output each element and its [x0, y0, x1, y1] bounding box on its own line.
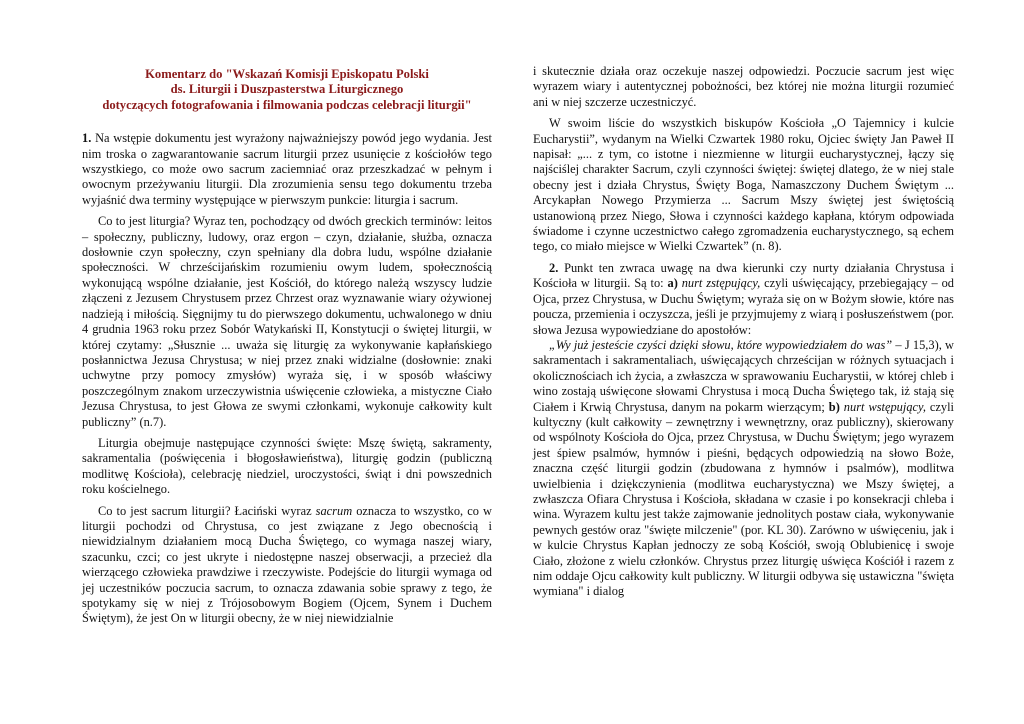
title-line-3: dotyczących fotografowania i filmowania podczas celebracji liturgii": [102, 97, 472, 112]
paragraph-jan-pawel: W swoim liście do wszystkich biskupów Kościoła „O Tajemnicy i kulcie Eucharystii”, wydanym na Wielki Czwartek 1980 roku, Ojciec święty Jan Paweł II napisał: „... z tym, co istotne i niezmienne w liturgii eucharystycznej, łączy się najściślej charakter Sacrum, czyli czynności świętej: świętej dlatego, że w niej stale obecny jest i działa Chrystus, Święty Boga, Namaszczony Duchem Świętym ... Arcykapłan Nowego Przymierza ... Sacrum Mszy świętej jest świętością ustanowioną przez Niego, Słowa i czynności każdego kapłana, którym odpowiada świadome i czynne uczestnictwo całego zgromadzenia eucharystycznego, są echem tego, co miało miejsce w Wielki Czwartek” (n. 8).: [533, 116, 954, 254]
paragraph-text: oznacza to wszystko, co w liturgii pochodzi od Chrystusa, co jest związane z Jego obecnością i niewidzialnym działaniem mocą Ducha Świętego, co wymaga naszej wiary, szacunku, czci; co jest ukryte i niedostępne naszej obserwacji, a przecież dla wierzącego człowieka prawdziwe i rzeczywiste. Podejście do liturgii wymaga od jej uczestników poczucia sacrum, to oznacza zdawania sobie sprawy z tego, że spotykamy się w niej z Trójosobowym Bogiem (Ojcem, Synem i Duchem Świętym), że jest On w liturgii obecny, że w niej niewidzialnie: [82, 503, 492, 626]
paragraph-continuation: i skutecznie działa oraz oczekuje naszej odpowiedzi. Poczucie sacrum jest więc wyrazem wiary i autentycznej pobożności, bez której nie można liturgii rozumieć ani w niej szczerze uczestniczyć.: [533, 64, 954, 109]
paragraph-quote: [533, 338, 954, 600]
left-column: [82, 64, 492, 633]
paragraph-2: [533, 261, 954, 338]
paragraph-number: 1.: [82, 131, 92, 146]
list-marker: a): [667, 276, 678, 291]
paragraph-1: [82, 131, 492, 208]
paragraph-text: czyli uświęcający, przebiegający – od Ojca, przez Chrystusa, w Duchu Świętym; wyraża się on w Bożym słowie, które nas poucza, przemienia i oczyszcza, jeśli je przyjmujemy z wiarą i posłuszeństwem (por. słowa Jezusa wypowiedziane do apostołów:: [533, 276, 954, 337]
paragraph-sacrum: [82, 504, 492, 627]
paragraph-text: Punkt ten zwraca uwagę na dwa kierunki czy nurty działania Chrystusa i Kościoła w liturgii. Są to:: [533, 260, 954, 291]
document-title: [82, 67, 492, 113]
paragraph-liturgia: Co to jest liturgia? Wyraz ten, pochodzący od dwóch greckich terminów: leitos – społeczny, publiczny, ludowy, oraz ergon – czyn, działanie, służba, oznacza dosłownie czyn społeczny, czyn spełniany dla dobra ludu, wspólne działanie społeczności. W chrześcijańskim rozumieniu owym ludem, społecznością wykonującą wspólne działanie, jest Kościół, do którego należą wszyscy ludzie złączeni z Jezusem Chrystusem przez Chrzest oraz wyznawanie wiary ożywionej nadzieją i miłością. Sięgnijmy tu do pierwszego dokumentu, uchwalonego w dniu 4 grudnia 1963 roku przez Sobór Watykański II, Konstytucji o świętej liturgii, w której czytamy: „Słusznie ... uważa się liturgię za wykonywanie kapłańskiego posłannictwa Jezusa Chrystusa; w niej przez znaki widzialne (dosłownie: znaki uchwytne przy pomocy zmysłów) wyraża się, i w sposób właściwy poszczególnym znakom urzeczywistnia uświęcenie człowieka, a mistyczne Ciało Jezusa Chrystusa, to jest Głowa ze swymi członkami, wykonuje całkowity kult publiczny” (n.7).: [82, 214, 492, 429]
italic-term: nurt zstępujący,: [677, 276, 761, 291]
paragraph-text: – J 15,3), w sakramentach i sakramentaliach, uświęcających chrześcijan w różnych sytuacjach i okolicznościach ich życia, a zwłaszcza w sprawowaniu Eucharystii, w której chleb i wino zostają uświęcone słowami Chrystusa i mocą Ducha Świętego tak, iż stają się Ciałem i Krwią Chrystusa, danym na pokarm wierzącym;: [533, 337, 954, 414]
paragraph-czynnosci: Liturgia obejmuje następujące czynności święte: Mszę świętą, sakramenty, sakramentalia (poświęcenia i błogosławieństwa), liturgię godzin (publiczną modlitwę Kościoła), celebrację niedziel, uroczystości, świąt i dni powszednich roku kościelnego.: [82, 435, 492, 497]
italic-term: sacrum: [315, 503, 353, 518]
italic-term: nurt wstępujący,: [839, 399, 926, 414]
list-marker: b): [828, 399, 840, 414]
scripture-quote: „Wy już jesteście czyści dzięki słowu, które wypowiedziałem do was”: [549, 337, 893, 352]
paragraph-text: czyli kultyczny (kult całkowity – zewnętrzny i wewnętrzny, oraz publiczny), skierowany od wspólnoty Kościoła do Ojca, przez Chrystusa, w Duchu Świętym; jego wyrazem jest śpiew psalmów, hymnów i pieśni, będących odpowiedzią na słowo Boże, znaczna część liturgii godzin (zbudowana z hymnów i psalmów), modlitwa uwielbienia i dziękczynienia (modlitwa eucharystyczna) we Mszy świętej, a zwłaszcza Ofiara Chrystusa i Kościoła, składana w czasie i po konsekracji chleba i wina. Wyrazem kultu jest także zajmowanie jednolitych postaw ciała, wykonywanie pewnych gestów oraz "święte milczenie" (por. KL 30). Zarówno w uświęceniu, jak i w kulcie Chrystus Kapłan jednoczy ze sobą Kościół, swoją Oblubienicę i swoje Ciało, złożone z wielu członków. Chrystus przez liturgię uświęca Kościół i razem z nim oddaje Ojcu całkowity kult publiczny. W liturgii odbywa się ustawiczna "święta wymiana" i dialog: [533, 399, 954, 599]
title-line-1: Komentarz do "Wskazań Komisji Episkopatu Polski: [145, 67, 429, 81]
right-column: [533, 64, 954, 606]
paragraph-number: 2.: [549, 260, 559, 275]
paragraph-text: Co to jest sacrum liturgii? Łaciński wyraz: [98, 503, 316, 518]
paragraph-text: Na wstępie dokumentu jest wyrażony najważniejszy powód jego wydania. Jest nim troska o zagwarantowanie sacrum liturgii przez usunięcie z kościołów tego wszystkiego, co może owo sacrum zaciemniać oraz przeszkadzać w pełnym i owocnym przeżywaniu liturgii. Dla zrozumienia sensu tego dokumentu trzeba wyjaśnić dwa terminy występujące w pierwszym punkcie: liturgia i sacrum.: [82, 131, 492, 207]
title-line-2: ds. Liturgii i Duszpasterstwa Liturgicznego: [170, 82, 404, 97]
